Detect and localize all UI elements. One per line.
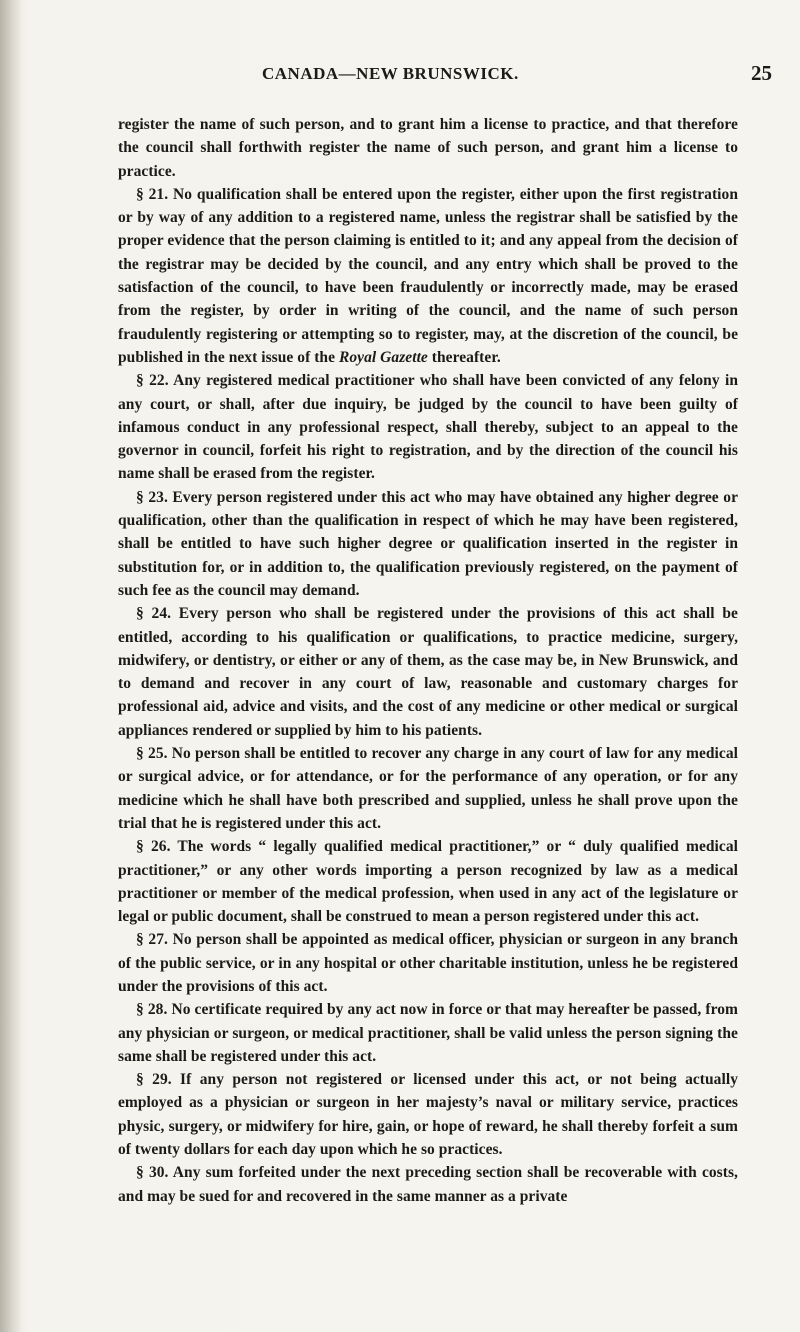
body-text: [118, 113, 738, 1208]
section-29: § 29. If any person not registered or licensed under this act, or not being actually employed as a physician or surgeon in her majesty’s naval or military service, practices physic, surgery, or midwifery for hire, gain, or hope of reward, he shall thereby forfeit a sum of twenty dollars for each day upon which he so practices.: [118, 1071, 738, 1159]
section-24: § 24. Every person who shall be registered under the provisions of this act shall be entitled, according to his qualification or qualifications, to practice medicine, surgery, midwifery, or dentistry, or either or any of them, as the case may be, in New Brunswick, and to demand and recover in any court of law, reasonable and customary charges for professional aid, advice and visits, and the cost of any medicine or other medical or surgical appliances rendered or supplied by him to his patients.: [118, 605, 738, 739]
gutter-shadow: [0, 0, 22, 1332]
section-21: § 21. No qualification shall be entered upon the register, either upon the first registration or by way of any addition to a registered name, unless the registrar shall be satisfied by the proper evidence that the person claiming is entitled to it; and any appeal from the decision of the registrar may be decided by the council, and any entry which shall be proved to the satisfaction of the council, to have been fraudulently or incorrectly made, may be erased from the register, by order in writing of the council, and the name of such person fraudulently registering or attempting so to register, may, at the discretion of the council, be published in the next issue of the Royal Gazette thereafter.: [118, 185, 738, 366]
section-28: § 28. No certificate required by any act now in force or that may hereafter be passed, from any physician or surgeon, or medical practitioner, shall be valid unless the person signing the same shall be registered under this act.: [118, 1001, 738, 1065]
running-head: CANADA—NEW BRUNSWICK.: [262, 64, 519, 83]
section-26: § 26. The words “ legally qualified medical practitioner,” or “ duly qualified medical practitioner,” or any other words importing a person recognized by law as a medical practitioner or member of the medical profession, when used in any act of the legislature or legal or public document, shall be construed to mean a person registered under this act.: [118, 838, 738, 926]
publication-title: Royal Gazette: [338, 348, 428, 366]
paragraph-continuation: register the name of such person, and to grant him a license to practice, and that therefore the council shall forthwith register the name of such person, and grant him a license to practice.: [118, 116, 738, 180]
page-number: 25: [751, 61, 772, 85]
page-header: [0, 61, 800, 94]
section-23: § 23. Every person registered under this act who may have obtained any higher degree or qualification, other than the qualification in respect of which he may have been registered, shall be entitled to have such higher degree or qualification inserted in the register in substitution for, or in addition to, the qualification previously registered, on the payment of such fee as the council may demand.: [118, 488, 738, 599]
section-27: § 27. No person shall be appointed as medical officer, physician or surgeon in any branch of the public service, or in any hospital or other charitable institution, unless he be registered under the provisions of this act.: [118, 931, 738, 995]
section-30: § 30. Any sum forfeited under the next preceding section shall be recoverable with costs, and may be sued for and recovered in the same manner as a private: [118, 1164, 738, 1205]
section-22: § 22. Any registered medical practitioner who shall have been convicted of any felony in any court, or shall, after due inquiry, be judged by the council to have been guilty of infamous conduct in any professional respect, shall thereby, subject to an appeal to the governor in council, forfeit his right to registration, and by the direction of the council his name shall be erased from the register.: [118, 372, 738, 483]
section-25: § 25. No person shall be entitled to recover any charge in any court of law for any medical or surgical advice, or for attendance, or for the performance of any operation, or for any medicine which he shall have both prescribed and supplied, unless he shall prove upon the trial that he is registered under this act.: [118, 745, 738, 832]
